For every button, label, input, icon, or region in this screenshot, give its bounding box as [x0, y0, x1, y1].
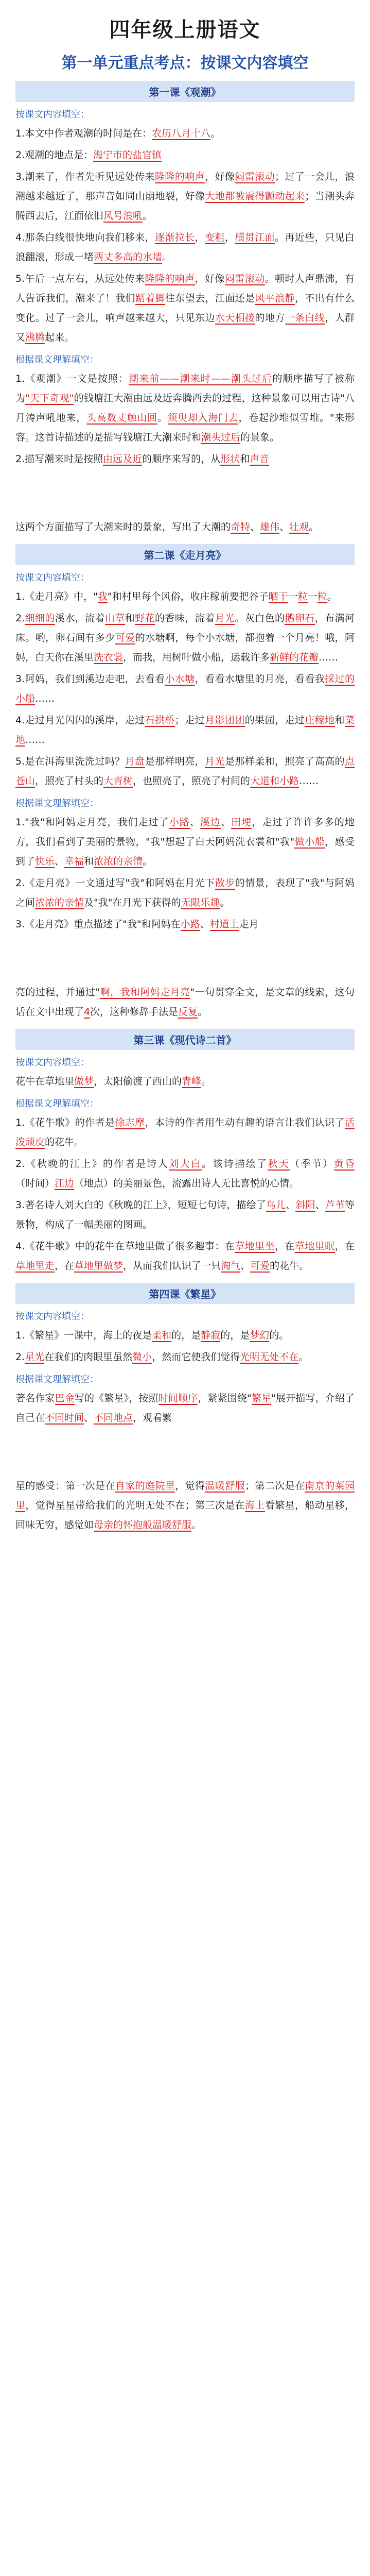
- section-label: 按课文内容填空：: [15, 109, 90, 120]
- answer-blank: 大地都被震得颤动起来: [205, 191, 305, 202]
- answer-blank: 点苍山: [15, 756, 355, 787]
- question-text: 走月: [239, 919, 259, 930]
- question-text: 的景象。: [240, 432, 280, 443]
- question-text: ，看看水塘里的月亮，看看我: [195, 673, 325, 685]
- question-item: [15, 1326, 355, 1345]
- question-text: 、: [84, 1412, 94, 1423]
- question-item: [15, 1154, 355, 1193]
- question-text: 4.那条白线很快地向我们移来，: [15, 232, 155, 243]
- answer-blank: 斜阳: [295, 1199, 315, 1211]
- answer-blank: 柔和: [152, 1330, 172, 1341]
- question-text: 。: [198, 1006, 208, 1018]
- question-text: 、: [286, 1199, 296, 1211]
- question-text: ，走过了许许多多的地方，我们看到了美丽的景物，"我"想起了白天阿妈洗衣裳和"我": [15, 817, 355, 848]
- question-text: 是那样明亮，: [145, 756, 205, 767]
- answer-blank: 星光: [25, 1351, 45, 1363]
- question-text: ；走过: [174, 715, 205, 726]
- question-text: ，然而它使我们觉得: [152, 1351, 240, 1363]
- section-label: 按课文内容填空：: [15, 1311, 90, 1322]
- question-item: [15, 124, 355, 143]
- question-text: ；过了一会儿，浪潮越来越近了，那声音如同山崩地裂，好像: [15, 171, 355, 202]
- question-text: ，感受到了: [15, 836, 355, 867]
- answer-blank: 小路: [180, 919, 200, 930]
- answer-blank: 月光: [205, 756, 225, 767]
- question-text: 看繁星，船动星移，回味无穷，感觉如: [15, 1500, 355, 1531]
- page-gap: [15, 1430, 355, 1476]
- question-text: 4.《花牛歌》中的花牛在草地里做了很多趣事：在: [15, 1241, 235, 1252]
- question-text: 这两个方面描写了大潮来时的景象，写出了大潮的: [15, 521, 231, 533]
- question-item: [15, 228, 355, 267]
- answer-blank: 母亲的怀抱般温暖舒服: [94, 1519, 192, 1531]
- answer-blank: 大青树: [103, 775, 133, 787]
- section-label: 根据课文理解填空：: [15, 798, 99, 809]
- question-item: [15, 167, 355, 226]
- question-item: [15, 1113, 355, 1152]
- answer-blank: 月光: [215, 613, 235, 624]
- lesson-heading: 第四课《繁星》: [15, 1283, 355, 1304]
- question-text: 4.走过月光闪闪的溪岸，走过: [15, 715, 145, 726]
- question-item: [15, 1388, 355, 1428]
- question-text: 的，是: [220, 1330, 250, 1341]
- question-text: ……: [299, 775, 319, 787]
- question-text: 的花牛。: [270, 1260, 309, 1272]
- answer-blank: 巴金: [55, 1393, 75, 1404]
- answer-blank: 时间顺序: [158, 1393, 198, 1404]
- answer-blank: 刘大白: [169, 1158, 202, 1170]
- question-text: ，卷起沙堆似雪堆。"来形容。这首诗描述的是描写钱塘江大潮来时和: [15, 412, 355, 443]
- question-text: 的。: [269, 1330, 289, 1341]
- document-title: 四年级上册语文: [109, 18, 261, 42]
- question-text: ；当潮头奔腾西去后，江面依旧: [15, 191, 355, 222]
- question-text: 是那样柔和，照亮了高高的: [224, 756, 345, 767]
- question-text: ，太阳偷渡了西山的: [94, 1076, 182, 1087]
- question-text: ，观看繁: [133, 1412, 172, 1423]
- answer-blank: 由远及近: [103, 453, 143, 465]
- answer-blank: 月盘: [125, 756, 145, 767]
- question-text: 、: [250, 521, 260, 533]
- question-text: 和: [125, 613, 135, 624]
- question-text: 和: [334, 715, 345, 726]
- question-text: 2.: [15, 613, 25, 624]
- answer-blank: 秋天: [268, 1158, 290, 1170]
- question-text: ，而我，用树叶做小船，运载许多: [123, 652, 270, 663]
- question-text: 花牛在草地里: [15, 1076, 75, 1087]
- question-text: 和: [84, 856, 94, 867]
- question-text: 。: [220, 897, 230, 908]
- question-text: "展开描写，介绍了自己在: [15, 1393, 355, 1423]
- question-item: [15, 1195, 355, 1234]
- question-text: 的顺序描写了被称为: [15, 373, 355, 404]
- answer-blank: 快乐: [35, 856, 55, 867]
- question-text: 的果园，走过: [244, 715, 305, 726]
- question-text: 。: [201, 1076, 212, 1087]
- question-text: ，本诗的作者用生动有趣的语言让我们认识了: [145, 1117, 345, 1128]
- lesson-heading: 第三课《现代诗二首》: [15, 1029, 355, 1050]
- answer-blank: 淘气: [221, 1260, 241, 1272]
- question-item: [15, 1072, 355, 1091]
- question-text: 。: [210, 128, 221, 139]
- question-item: [15, 752, 355, 791]
- answer-blank: 小水塘: [165, 673, 195, 685]
- answer-blank: 形状: [220, 453, 240, 465]
- question-text: （地点）的美丽景色，流露出诗人无比喜悦的心情。: [74, 1178, 299, 1189]
- question-text: 。: [191, 1519, 202, 1531]
- question-item: [15, 710, 355, 750]
- answer-blank: 芦苇: [325, 1199, 345, 1211]
- answer-blank: 梦幻: [250, 1330, 270, 1341]
- question-text: ，: [224, 232, 235, 243]
- answer-blank: 风号浪吼: [103, 210, 143, 222]
- question-text: 2.: [15, 1351, 25, 1363]
- question-text: 、: [221, 817, 232, 828]
- answer-blank: 隆隆的响声: [154, 171, 205, 182]
- question-text: 。: [143, 210, 153, 222]
- answer-blank: 壮观: [289, 521, 309, 533]
- answer-blank: 做梦: [74, 1076, 94, 1087]
- question-text: 一: [307, 591, 318, 602]
- answer-blank: 农历八月十八: [152, 128, 211, 139]
- question-text: ，照亮了村头的: [35, 775, 104, 787]
- question-text: 、: [315, 1199, 325, 1211]
- question-text: 。: [157, 412, 168, 423]
- question-text: 2.观潮的地点是：: [15, 149, 94, 161]
- answer-blank: 两丈多高的水墙: [94, 251, 163, 263]
- answer-blank: 横贯江面: [235, 232, 275, 243]
- question-text: ，也照亮了，照亮了村间的: [133, 775, 251, 787]
- question-text: 、: [240, 1260, 251, 1272]
- question-text: 1."我"和阿妈走月亮，我们走过了: [15, 817, 169, 828]
- answer-blank: 声音: [250, 453, 270, 465]
- answer-blank: 可爱: [115, 632, 135, 643]
- question-text: 1.《走月亮》中，": [15, 591, 98, 602]
- answer-blank: 反复: [178, 1006, 198, 1018]
- question-text: ，好像: [205, 171, 235, 182]
- answer-blank: 徐志摩: [115, 1117, 145, 1128]
- question-text: 。: [309, 521, 319, 533]
- answer-blank: 啊，我和阿妈走月亮: [100, 987, 190, 998]
- answer-blank: 草地里眠: [294, 1241, 335, 1252]
- answer-blank: 光明无处不在: [240, 1351, 299, 1363]
- question-text: 的水塘啊，每个小水塘，都抱着一个月亮！哦，阿妈，白天你在溪里: [15, 632, 355, 663]
- question-text: 。再近些，只见白浪翻滚，形成一堵: [15, 232, 355, 263]
- answer-blank: 田埂: [231, 817, 252, 828]
- answer-blank: 石拱桥: [145, 715, 175, 726]
- question-text: 在我们的肉眼里虽然: [44, 1351, 133, 1363]
- answer-blank: 风平浪静: [255, 293, 295, 304]
- question-item: [15, 1347, 355, 1367]
- question-text: 3.《走月亮》重点描述了"我"和阿妈在: [15, 919, 181, 930]
- question-text: 1.《花牛歌》的作者是: [15, 1117, 115, 1128]
- question-text: 的钱塘江大潮由远及近奔腾西去的过程，这种景象可以用古诗"八月涛声吼地来，: [15, 393, 355, 423]
- answer-blank: 山草: [104, 613, 125, 624]
- question-text: 。: [298, 1351, 309, 1363]
- question-text: 5.午后一点左右，从远处传来: [15, 273, 145, 284]
- answer-blank: 採过的小船: [15, 673, 355, 704]
- answer-blank: 野花: [135, 613, 155, 624]
- question-item: [15, 1236, 355, 1276]
- question-text: 著名作家: [15, 1393, 55, 1404]
- question-text: 的花牛。: [45, 1137, 84, 1148]
- question-text: ，人群又: [15, 312, 355, 343]
- answer-blank: 晒干: [268, 591, 288, 602]
- question-text: 的地方: [255, 312, 285, 324]
- section-label: 按课文内容填空：: [15, 572, 90, 583]
- question-text: 1.《观潮》一文是按照：: [15, 373, 129, 384]
- answer-blank: 静寂: [201, 1330, 221, 1341]
- question-text: 2.描写潮来时是按照: [15, 453, 103, 465]
- page-gap: [15, 471, 355, 517]
- answer-blank: 一条白线: [285, 312, 325, 324]
- answer-blank: 逐渐拉长: [154, 232, 195, 243]
- question-item: [15, 517, 355, 537]
- question-text: 2.《秋晚的江上》的作者是诗人: [15, 1158, 169, 1170]
- answer-blank: 大道和小路: [250, 775, 299, 787]
- question-text: 亮的过程，并通过": [15, 987, 100, 998]
- answer-blank: 草地里做梦: [74, 1260, 124, 1272]
- question-item: [15, 608, 355, 667]
- answer-blank: 踮着脚: [135, 293, 165, 304]
- answer-blank: 潮头过后: [201, 432, 241, 443]
- question-text: 。该诗描绘了: [202, 1158, 268, 1170]
- question-item: [15, 1476, 355, 1535]
- question-text: ，在: [55, 1260, 75, 1272]
- answer-blank: 浓浓的亲情: [94, 856, 143, 867]
- answer-blank: 草地里坐: [235, 1241, 275, 1252]
- question-text: 。顿时人声鼎沸，有人告诉我们，潮来了！我们: [15, 273, 355, 304]
- answer-blank: 不同地点: [94, 1412, 133, 1423]
- question-text: 。: [327, 591, 337, 602]
- answer-blank: 可爱: [250, 1260, 270, 1272]
- question-text: 3.阿妈，我们到溪边走吧，去看看: [15, 673, 165, 685]
- answer-blank: 浓浓的亲情: [35, 897, 84, 908]
- answer-blank: 雄伟: [260, 521, 280, 533]
- question-text: 的，是: [171, 1330, 201, 1341]
- question-item: [15, 669, 355, 708]
- answer-blank: 黄昏: [333, 1158, 355, 1170]
- question-text: ……: [319, 652, 339, 663]
- question-text: 、: [200, 919, 210, 930]
- answer-blank: 潮来前——潮来时——潮头过后: [129, 373, 273, 384]
- question-item: [15, 914, 355, 934]
- question-text: 的顺序来写的，从: [142, 453, 221, 465]
- lesson-heading: 第一课《观潮》: [15, 81, 355, 102]
- answer-blank: 沸腾: [25, 332, 45, 343]
- answer-blank: 我: [97, 591, 108, 602]
- question-text: ，在: [334, 1241, 355, 1252]
- answer-blank: 月影团团: [205, 715, 245, 726]
- question-text: 次，这种修辞手法是: [90, 1006, 179, 1018]
- section-label: 根据课文理解填空：: [15, 1374, 99, 1385]
- question-item: [15, 369, 355, 447]
- answer-blank: 变粗: [205, 232, 225, 243]
- answer-blank: 溪边: [200, 817, 221, 828]
- question-text: ，在: [275, 1241, 295, 1252]
- answer-blank: 微小: [132, 1351, 152, 1363]
- section-label: 根据课文理解填空：: [15, 1098, 99, 1109]
- answer-blank: 繁星: [251, 1393, 272, 1404]
- answer-blank: 活泼顽皮: [15, 1117, 355, 1148]
- question-text: 的情景，表现了"我"与阿妈之间: [15, 877, 355, 908]
- answer-blank: "天下奇观": [25, 393, 74, 404]
- answer-blank: 南京的菜园里: [15, 1480, 355, 1511]
- question-text: 5.是在洱海里洗洗过吗？: [15, 756, 125, 767]
- section-label: 按课文内容填空：: [15, 1057, 90, 1068]
- answer-blank: 不同时间: [45, 1412, 84, 1423]
- question-text: ……: [35, 693, 55, 704]
- question-text: 写的《繁星》，按照: [74, 1393, 158, 1404]
- answer-blank: 庄稼地: [305, 715, 335, 726]
- question-item: [15, 873, 355, 912]
- answer-blank: 洗衣裳: [94, 652, 124, 663]
- answer-blank: 奇特: [231, 521, 251, 533]
- question-item: [15, 145, 355, 165]
- question-text: 和: [240, 453, 250, 465]
- answer-blank: 新鲜的花瓣: [270, 652, 319, 663]
- answer-blank: 草地里走: [15, 1260, 55, 1272]
- question-text: 1.本文中作者观潮的时间是在：: [15, 128, 152, 139]
- answer-blank: 鸟儿: [266, 1199, 286, 1211]
- question-text: 、: [279, 521, 290, 533]
- question-text: 2.《走月亮》一文通过写"我"和阿妈在月光下: [15, 877, 215, 889]
- question-item: [15, 982, 355, 1022]
- question-text: ，布满河床。哟，卵石间有多少: [15, 613, 355, 643]
- answer-blank: 幸福: [64, 856, 84, 867]
- unit-title: 第一单元重点考点：按课文内容填空: [61, 54, 309, 72]
- question-text: （时间）: [15, 1178, 55, 1189]
- section-label: 根据课文理解填空：: [15, 354, 99, 365]
- question-text: 一: [288, 591, 298, 602]
- answer-blank: 青峰: [182, 1076, 202, 1087]
- question-text: 的香味，流着: [155, 613, 215, 624]
- answer-blank: 闷雷滚动: [224, 273, 265, 284]
- answer-blank: 自家的庭院里: [115, 1480, 175, 1492]
- answer-blank: 闷雷滚动: [235, 171, 275, 182]
- question-item: [15, 587, 355, 606]
- answer-blank: 鹅卵石: [285, 613, 315, 624]
- answer-blank: 菜地: [15, 715, 355, 745]
- question-text: 、: [189, 817, 200, 828]
- question-text: 。灰白色的: [235, 613, 285, 624]
- question-text: 3.著名诗人刘大白的《秋晚的江上》，短短七句诗，描绘了: [15, 1199, 266, 1211]
- question-text: 星的感受：第一次是在: [15, 1480, 115, 1492]
- question-text: 。: [162, 251, 172, 263]
- answer-blank: 做小船: [294, 836, 325, 848]
- question-text: 溪水，流着: [55, 613, 105, 624]
- question-text: ，紧紧围绕": [198, 1393, 252, 1404]
- question-text: ，: [195, 232, 205, 243]
- lesson-heading: 第二课《走月亮》: [15, 544, 355, 565]
- question-text: 往东望去，江面还是: [165, 293, 255, 304]
- answer-blank: 江边: [55, 1178, 75, 1189]
- question-text: ，觉得星星带给我们的光明无处不在；第三次是在: [25, 1500, 245, 1511]
- answer-blank: 隆隆的响声: [145, 273, 195, 284]
- answer-blank: 小路: [169, 817, 190, 828]
- answer-blank: 散步: [215, 877, 235, 889]
- question-text: "和村里每个风俗，收庄稼前要把谷子: [107, 591, 269, 602]
- question-item: [15, 269, 355, 347]
- answer-blank: 海宁市的盐官镇: [93, 149, 162, 161]
- question-text: 3.潮来了，作者先听见远处传来: [15, 171, 155, 182]
- page-gap: [15, 936, 355, 982]
- question-text: 等景物，构成了一幅美丽的图画。: [15, 1199, 355, 1230]
- answer-blank: 水天相接: [215, 312, 255, 324]
- answer-blank: 4: [84, 1006, 91, 1018]
- question-text: （季节）: [290, 1158, 334, 1170]
- question-text: 起来。: [45, 332, 75, 343]
- answer-blank: 头高数丈触山回: [86, 412, 157, 423]
- answer-blank: 须臾却入海门去: [167, 412, 239, 423]
- answer-blank: 海上: [245, 1500, 265, 1511]
- question-text: 及"我"在月光下获得的: [84, 897, 181, 908]
- question-text: ，好像: [195, 273, 225, 284]
- question-text: ……: [25, 734, 45, 745]
- answer-blank: 温暖舒服: [205, 1480, 245, 1492]
- answer-blank: 粒: [317, 591, 327, 602]
- question-text: ，不出有什么变化。过了一会儿，响声越来越大，只见东边: [15, 293, 355, 324]
- question-text: "一句贯穿全文，是文章的线索，这句话在文中出现了: [15, 987, 355, 1018]
- answer-blank: 粒: [297, 591, 308, 602]
- answer-blank: 细细的: [25, 613, 55, 624]
- lessons-container: [15, 81, 355, 1535]
- question-text: ，觉得: [175, 1480, 205, 1492]
- question-text: ；第二次是在: [245, 1480, 305, 1492]
- question-text: ，从而我们认识了一只: [123, 1260, 221, 1272]
- question-item: [15, 812, 355, 871]
- answer-blank: 无限乐趣: [181, 897, 220, 908]
- question-item: [15, 449, 355, 469]
- question-text: 、: [55, 856, 65, 867]
- question-text: 1.《繁星》一课中，海上的夜是: [15, 1330, 152, 1341]
- answer-blank: 村道上: [209, 919, 239, 930]
- question-text: 。: [143, 856, 153, 867]
